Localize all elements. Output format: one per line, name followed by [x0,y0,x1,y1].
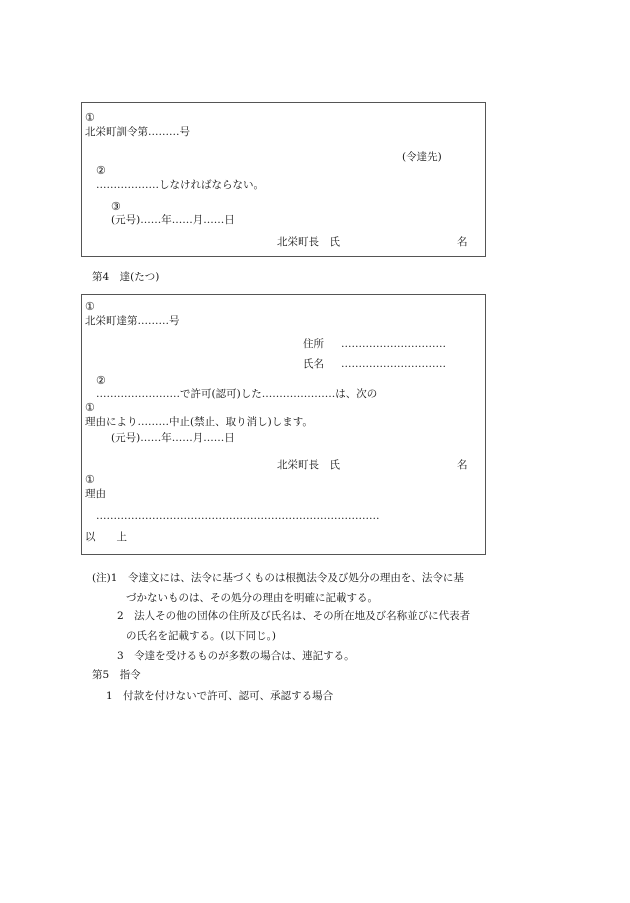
notice-number: 北栄町達第………号 [85,315,180,327]
note-1-continued: づかないものは、その処分の理由を明確に記載する。 [126,592,378,604]
marker-1: ① [85,111,95,124]
date-line: (元号)……年……月……日 [111,214,235,226]
section-5-heading: 第5 指令 [92,669,141,681]
address-dots: ………………………… [341,338,446,350]
recipient-label: (令達先) [402,151,442,163]
note-2: 2 法人その他の団体の住所及び氏名は、その所在地及び名称並びに代表者 [117,610,471,622]
notice-reason-line: 理由により………中止(禁止、取り消し)します。 [85,416,313,428]
marker-3: ③ [111,200,121,213]
section-5-item-1: 1 付款を付けないで許可、認可、承認する場合 [106,690,334,702]
marker-2: ② [96,374,106,387]
mayor-name-suffix: 名 [457,459,468,471]
note-2-continued: の氏名を記載する。(以下同じ。) [126,630,276,642]
reason-dots: ……………………………………………………………………… [96,510,380,522]
marker-4: ① [85,473,95,486]
mayor-name-suffix: 名 [457,236,468,248]
marker-2: ② [96,164,106,177]
date-line: (元号)……年……月……日 [111,432,235,444]
marker-3: ① [85,401,95,414]
notice-body: ……………………で許可(認可)した…………………は、次の [96,388,378,400]
ijo-label: 以 上 [85,531,127,543]
mayor-signature: 北栄町長 氏 [277,236,340,248]
mayor-signature: 北栄町長 氏 [277,459,340,471]
name-dots: ………………………… [341,358,446,370]
reason-label: 理由 [85,488,106,500]
address-label: 住所 [303,338,324,350]
name-label: 氏名 [303,358,324,370]
section-4-heading: 第4 達(たつ) [92,271,160,283]
note-1: (注)1 令達文には、法令に基づくものは根拠法令及び処分の理由を、法令に基 [92,572,464,584]
marker-1: ① [85,300,95,313]
directive-body: ………………しなければならない。 [96,179,264,191]
directive-number: 北栄町訓令第………号 [85,126,190,138]
note-3: 3 令達を受けるものが多数の場合は、連記する。 [117,650,355,662]
